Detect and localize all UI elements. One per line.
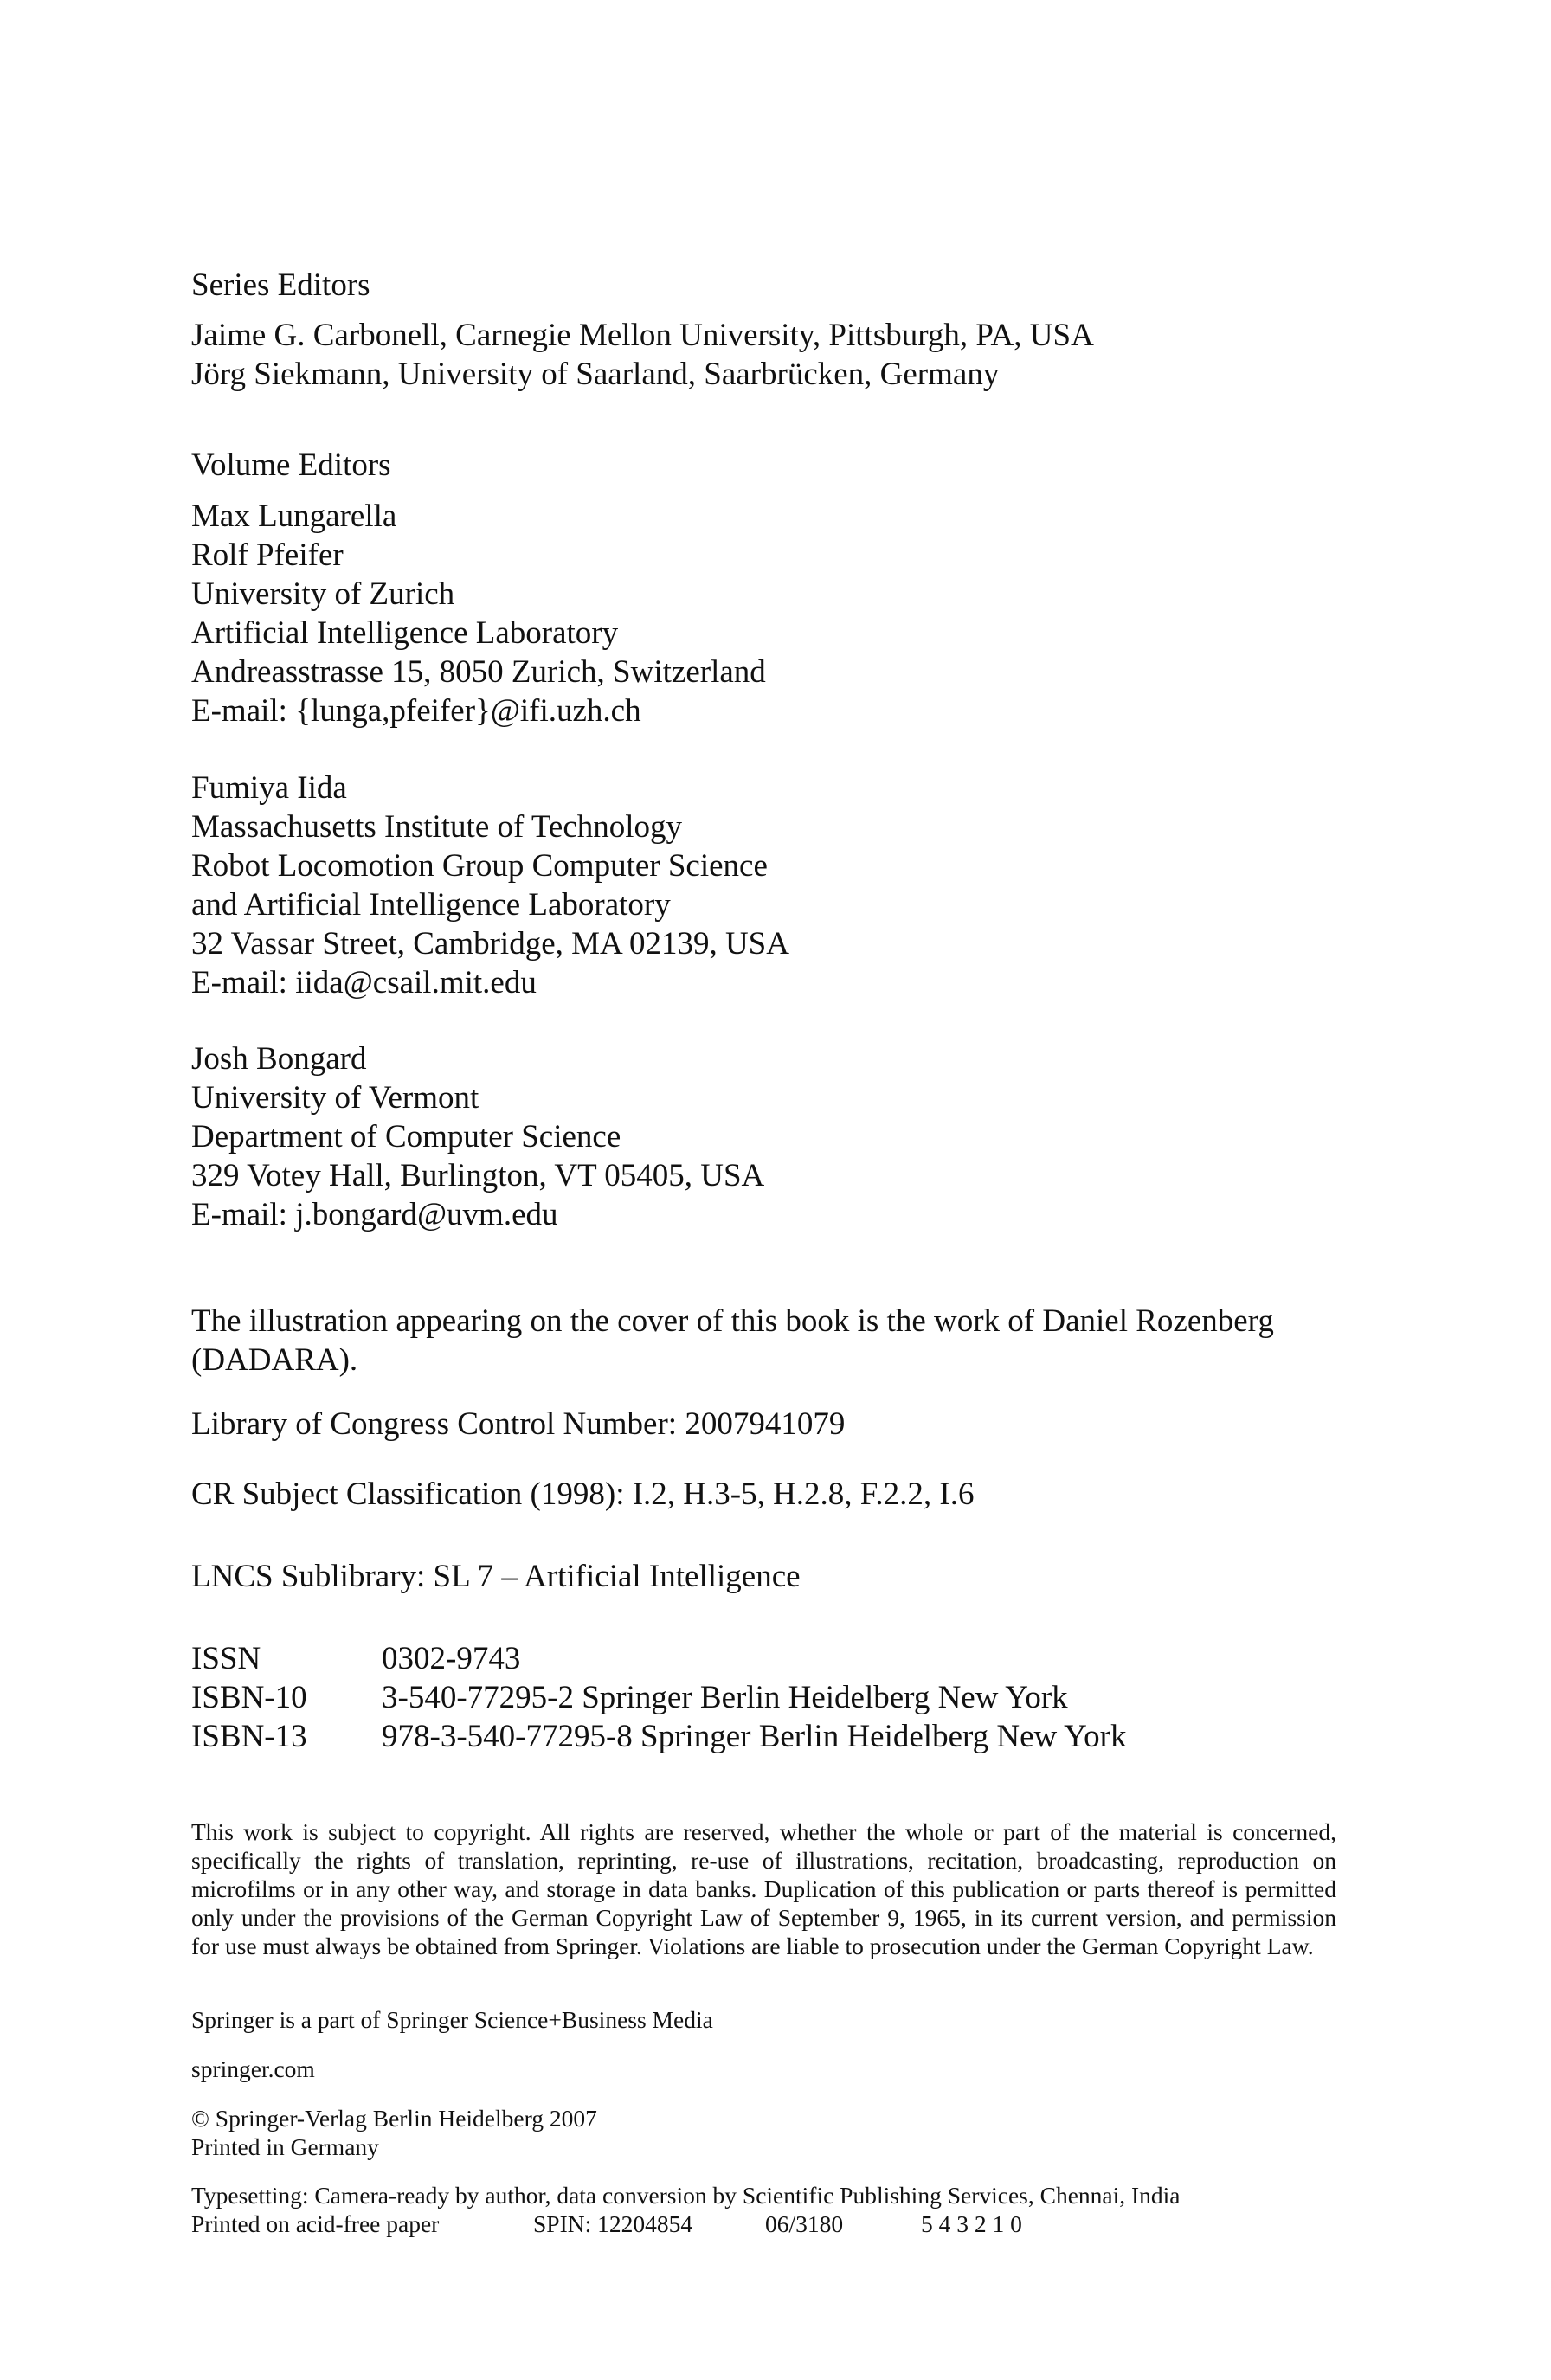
identifier-row bbox=[191, 1639, 1386, 1678]
copyright-line: © Springer-Verlag Berlin Heidelberg 2007 bbox=[191, 2105, 597, 2132]
editor-line: Massachusetts Institute of Technology bbox=[191, 809, 683, 845]
editor-line: Artificial Intelligence Laboratory bbox=[191, 615, 619, 651]
editor-line: Department of Computer Science bbox=[191, 1119, 621, 1155]
copyright-block bbox=[191, 2104, 1386, 2161]
series-editor-line: Jörg Siekmann, University of Saarland, Saarbrücken, Germany bbox=[191, 357, 1000, 392]
identifier-value: 978-3-540-77295-8 Springer Berlin Heidelberg New York bbox=[382, 1719, 1127, 1754]
copyright-notice-text: This work is subject to copyright. All rights are reserved, whether the whole or part of the material is concerned, specifically the rights of translation, reprinting, re-use of illustrations, recitation, broadcasting, reproduction on microfilms or in any other way, and storage in data banks. Duplication of this publication or parts thereof is permitted only under the provisions of the German Copyright Law of September 9, 1965, in its current version, and permission for use must always be obtained from Springer. Violations are liable to prosecution under the German Copyright Law. bbox=[191, 1818, 1336, 1959]
identifier-row bbox=[191, 1678, 1386, 1717]
identifier-key: ISBN-13 bbox=[191, 1719, 307, 1754]
springer-part-text: Springer is a part of Springer Science+Business Media bbox=[191, 2006, 713, 2033]
printing-sequence: 5 4 3 2 1 0 bbox=[921, 2210, 1022, 2237]
website-text: springer.com bbox=[191, 2055, 315, 2082]
editor-email: E-mail: iida@csail.mit.edu bbox=[191, 965, 537, 1000]
editor-email: E-mail: j.bongard@uvm.edu bbox=[191, 1197, 558, 1232]
website bbox=[191, 2055, 1386, 2083]
volume-editor-1 bbox=[191, 497, 1386, 730]
cr-classification-text: CR Subject Classification (1998): I.2, H.3-5, H.2.8, F.2.2, I.6 bbox=[191, 1476, 975, 1512]
editor-line: Rolf Pfeifer bbox=[191, 537, 344, 573]
series-editors-list bbox=[191, 316, 1386, 394]
identifiers-table bbox=[191, 1639, 1386, 1756]
paper-note: Printed on acid-free paper bbox=[191, 2210, 440, 2237]
editor-line: Robot Locomotion Group Computer Science bbox=[191, 848, 768, 884]
series-editors-heading: Series Editors bbox=[191, 267, 370, 303]
series-editor-line: Jaime G. Carbonell, Carnegie Mellon University, Pittsburgh, PA, USA bbox=[191, 318, 1094, 353]
sublibrary-text: LNCS Sublibrary: SL 7 – Artificial Intelligence bbox=[191, 1559, 801, 1594]
spin-number: SPIN: 12204854 bbox=[533, 2210, 693, 2237]
print-code: 06/3180 bbox=[765, 2210, 844, 2237]
sublibrary bbox=[191, 1557, 1386, 1596]
identifier-key: ISSN bbox=[191, 1641, 261, 1676]
editor-line: 32 Vassar Street, Cambridge, MA 02139, USA bbox=[191, 926, 789, 962]
volume-editor-2 bbox=[191, 769, 1386, 1002]
cover-note-text: The illustration appearing on the cover of this book is the work of Daniel Rozenberg (DADARA). bbox=[191, 1303, 1274, 1378]
identifier-value: 0302-9743 bbox=[382, 1641, 521, 1676]
editor-line: University of Zurich bbox=[191, 576, 455, 612]
typesetting-text: Typesetting: Camera-ready by author, data conversion by Scientific Publishing Services, Chennai, India bbox=[191, 2182, 1181, 2209]
editor-email: E-mail: {lunga,pfeifer}@ifi.uzh.ch bbox=[191, 693, 641, 729]
cr-classification bbox=[191, 1475, 1386, 1514]
identifier-value: 3-540-77295-2 Springer Berlin Heidelberg New York bbox=[382, 1680, 1068, 1715]
identifier-row bbox=[191, 1717, 1386, 1756]
copyright-notice bbox=[191, 1817, 1336, 1960]
editor-line: 329 Votey Hall, Burlington, VT 05405, USA bbox=[191, 1158, 765, 1193]
volume-editors-heading: Volume Editors bbox=[191, 447, 391, 483]
identifier-key: ISBN-10 bbox=[191, 1680, 307, 1715]
loc-number bbox=[191, 1405, 1386, 1444]
springer-part bbox=[191, 2005, 1386, 2034]
loc-number-text: Library of Congress Control Number: 2007941079 bbox=[191, 1406, 846, 1442]
editor-line: Max Lungarella bbox=[191, 499, 397, 534]
editor-line: Andreasstrasse 15, 8050 Zurich, Switzerland bbox=[191, 654, 766, 690]
print-footer bbox=[191, 2210, 1386, 2238]
production-info bbox=[191, 2181, 1386, 2238]
volume-editor-3 bbox=[191, 1039, 1386, 1234]
editor-line: and Artificial Intelligence Laboratory bbox=[191, 887, 671, 923]
series-editors-section bbox=[191, 266, 1386, 305]
editor-line: Fumiya Iida bbox=[191, 770, 347, 806]
cover-note bbox=[191, 1302, 1361, 1380]
editor-line: Josh Bongard bbox=[191, 1041, 367, 1077]
volume-editors-section bbox=[191, 446, 1386, 485]
editor-line: University of Vermont bbox=[191, 1080, 479, 1116]
printed-in: Printed in Germany bbox=[191, 2133, 379, 2160]
